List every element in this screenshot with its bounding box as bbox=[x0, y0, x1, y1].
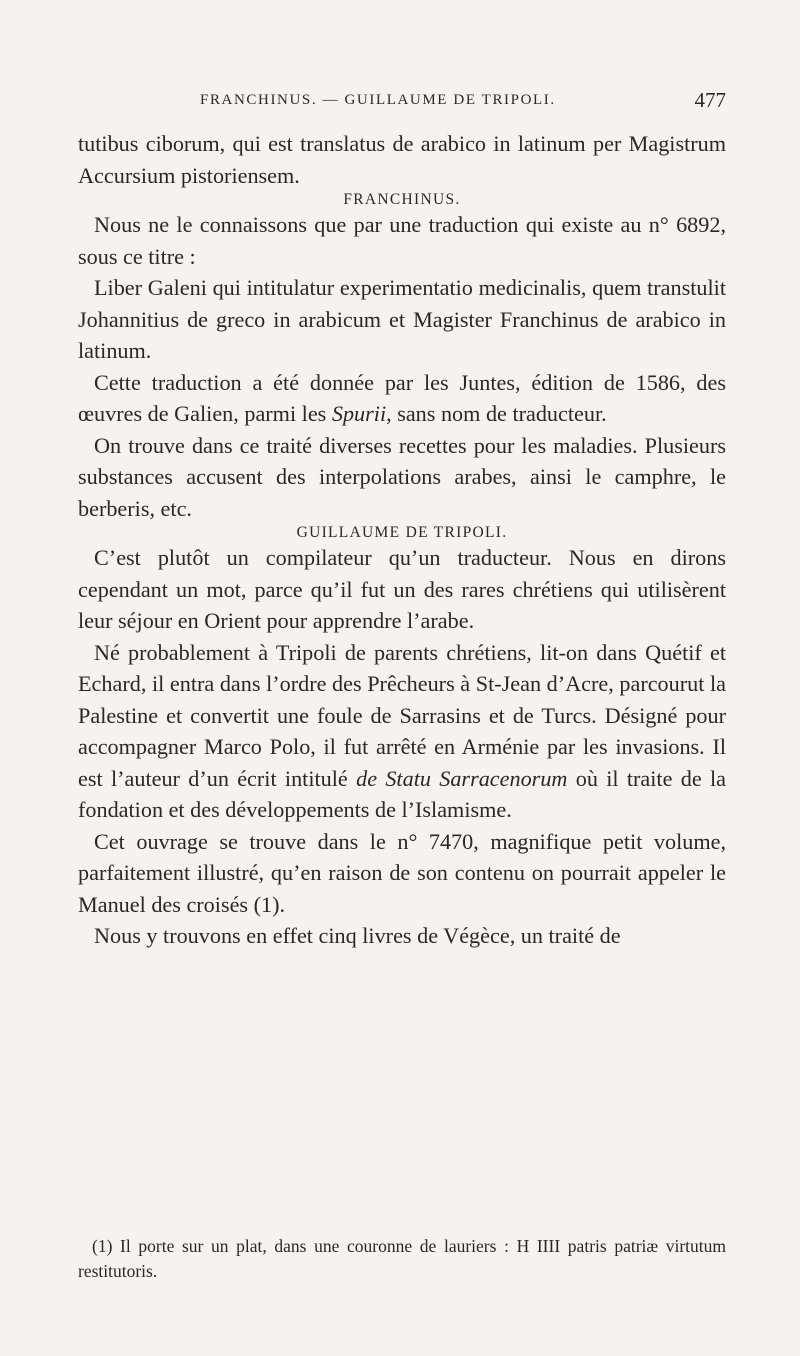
section-heading-guillaume: GUILLAUME DE TRIPOLI. bbox=[296, 524, 508, 541]
footnote-text: (1) Il porte sur un plat, dans une couronne de lauriers : H IIII patris patriæ virtutum restitutoris. bbox=[78, 1236, 726, 1281]
italic-title-de-statu: de Statu Sarracenorum bbox=[356, 765, 568, 791]
paragraph: On trouve dans ce traité diverses recettes pour les maladies. Plusieurs substances accusent des interpolations arabes, ainsi le camphre, le berberis, etc. bbox=[78, 432, 726, 521]
paragraph: C’est plutôt un compilateur qu’un traducteur. Nous en dirons cependant un mot, parce qu’il fut un des rares chrétiens qui utilisèrent leur séjour en Orient pour apprendre l’arabe. bbox=[78, 545, 726, 633]
footnote bbox=[78, 1234, 726, 1284]
text-run: , sans nom de traducteur. bbox=[386, 401, 607, 426]
paragraph: Nous y trouvons en effet cinq livres de Végèce, un traité de bbox=[94, 923, 621, 948]
italic-title-spurii: Spurii bbox=[331, 401, 387, 426]
running-title: FRANCHINUS. — GUILLAUME DE TRIPOLI. bbox=[200, 92, 556, 108]
section-heading-franchinus: FRANCHINUS. bbox=[343, 191, 461, 208]
text-run: Né probablement à Tripoli de parents chrétiens, lit-on dans Quétif et Echard, il entra dans l’ordre des Prêcheurs à St-Jean d’Acre, parcourut la Palestine et convertit une foule de Sarrasins et de Turcs. Désigné pour accompagner Marco Polo, il fut arrêté en Arménie par les invasions. Il est l’auteur d’un écrit intitulé bbox=[78, 639, 726, 791]
paragraph bbox=[78, 367, 726, 430]
running-head bbox=[78, 90, 726, 114]
continuation-paragraph: tutibus ciborum, qui est translatus de arabico in latinum per Magistrum Accursium pistoriensem. bbox=[78, 131, 726, 188]
paragraph: Nous ne le connaissons que par une traduction qui existe au n° 6892, sous ce titre : bbox=[78, 212, 726, 269]
page-number: 477 bbox=[694, 88, 726, 112]
paragraph bbox=[78, 637, 726, 826]
body-text bbox=[78, 128, 726, 952]
text-run: Cette traduction a été donnée par les Juntes, édition de 1586, des œuvres de Galien, parmi les bbox=[78, 369, 726, 426]
text-run: où il traite de la fondation et des développements de l’Islamisme. bbox=[78, 765, 726, 822]
paragraph: Cet ouvrage se trouve dans le n° 7470, magnifique petit volume, parfaitement illustré, qu’en raison de son contenu on pourrait appeler le Manuel des croisés (1). bbox=[78, 828, 726, 917]
paragraph: Liber Galeni qui intitulatur experimentatio medicinalis, quem transtulit Johannitius de greco in arabicum et Magister Franchinus de arabico in latinum. bbox=[78, 275, 726, 363]
